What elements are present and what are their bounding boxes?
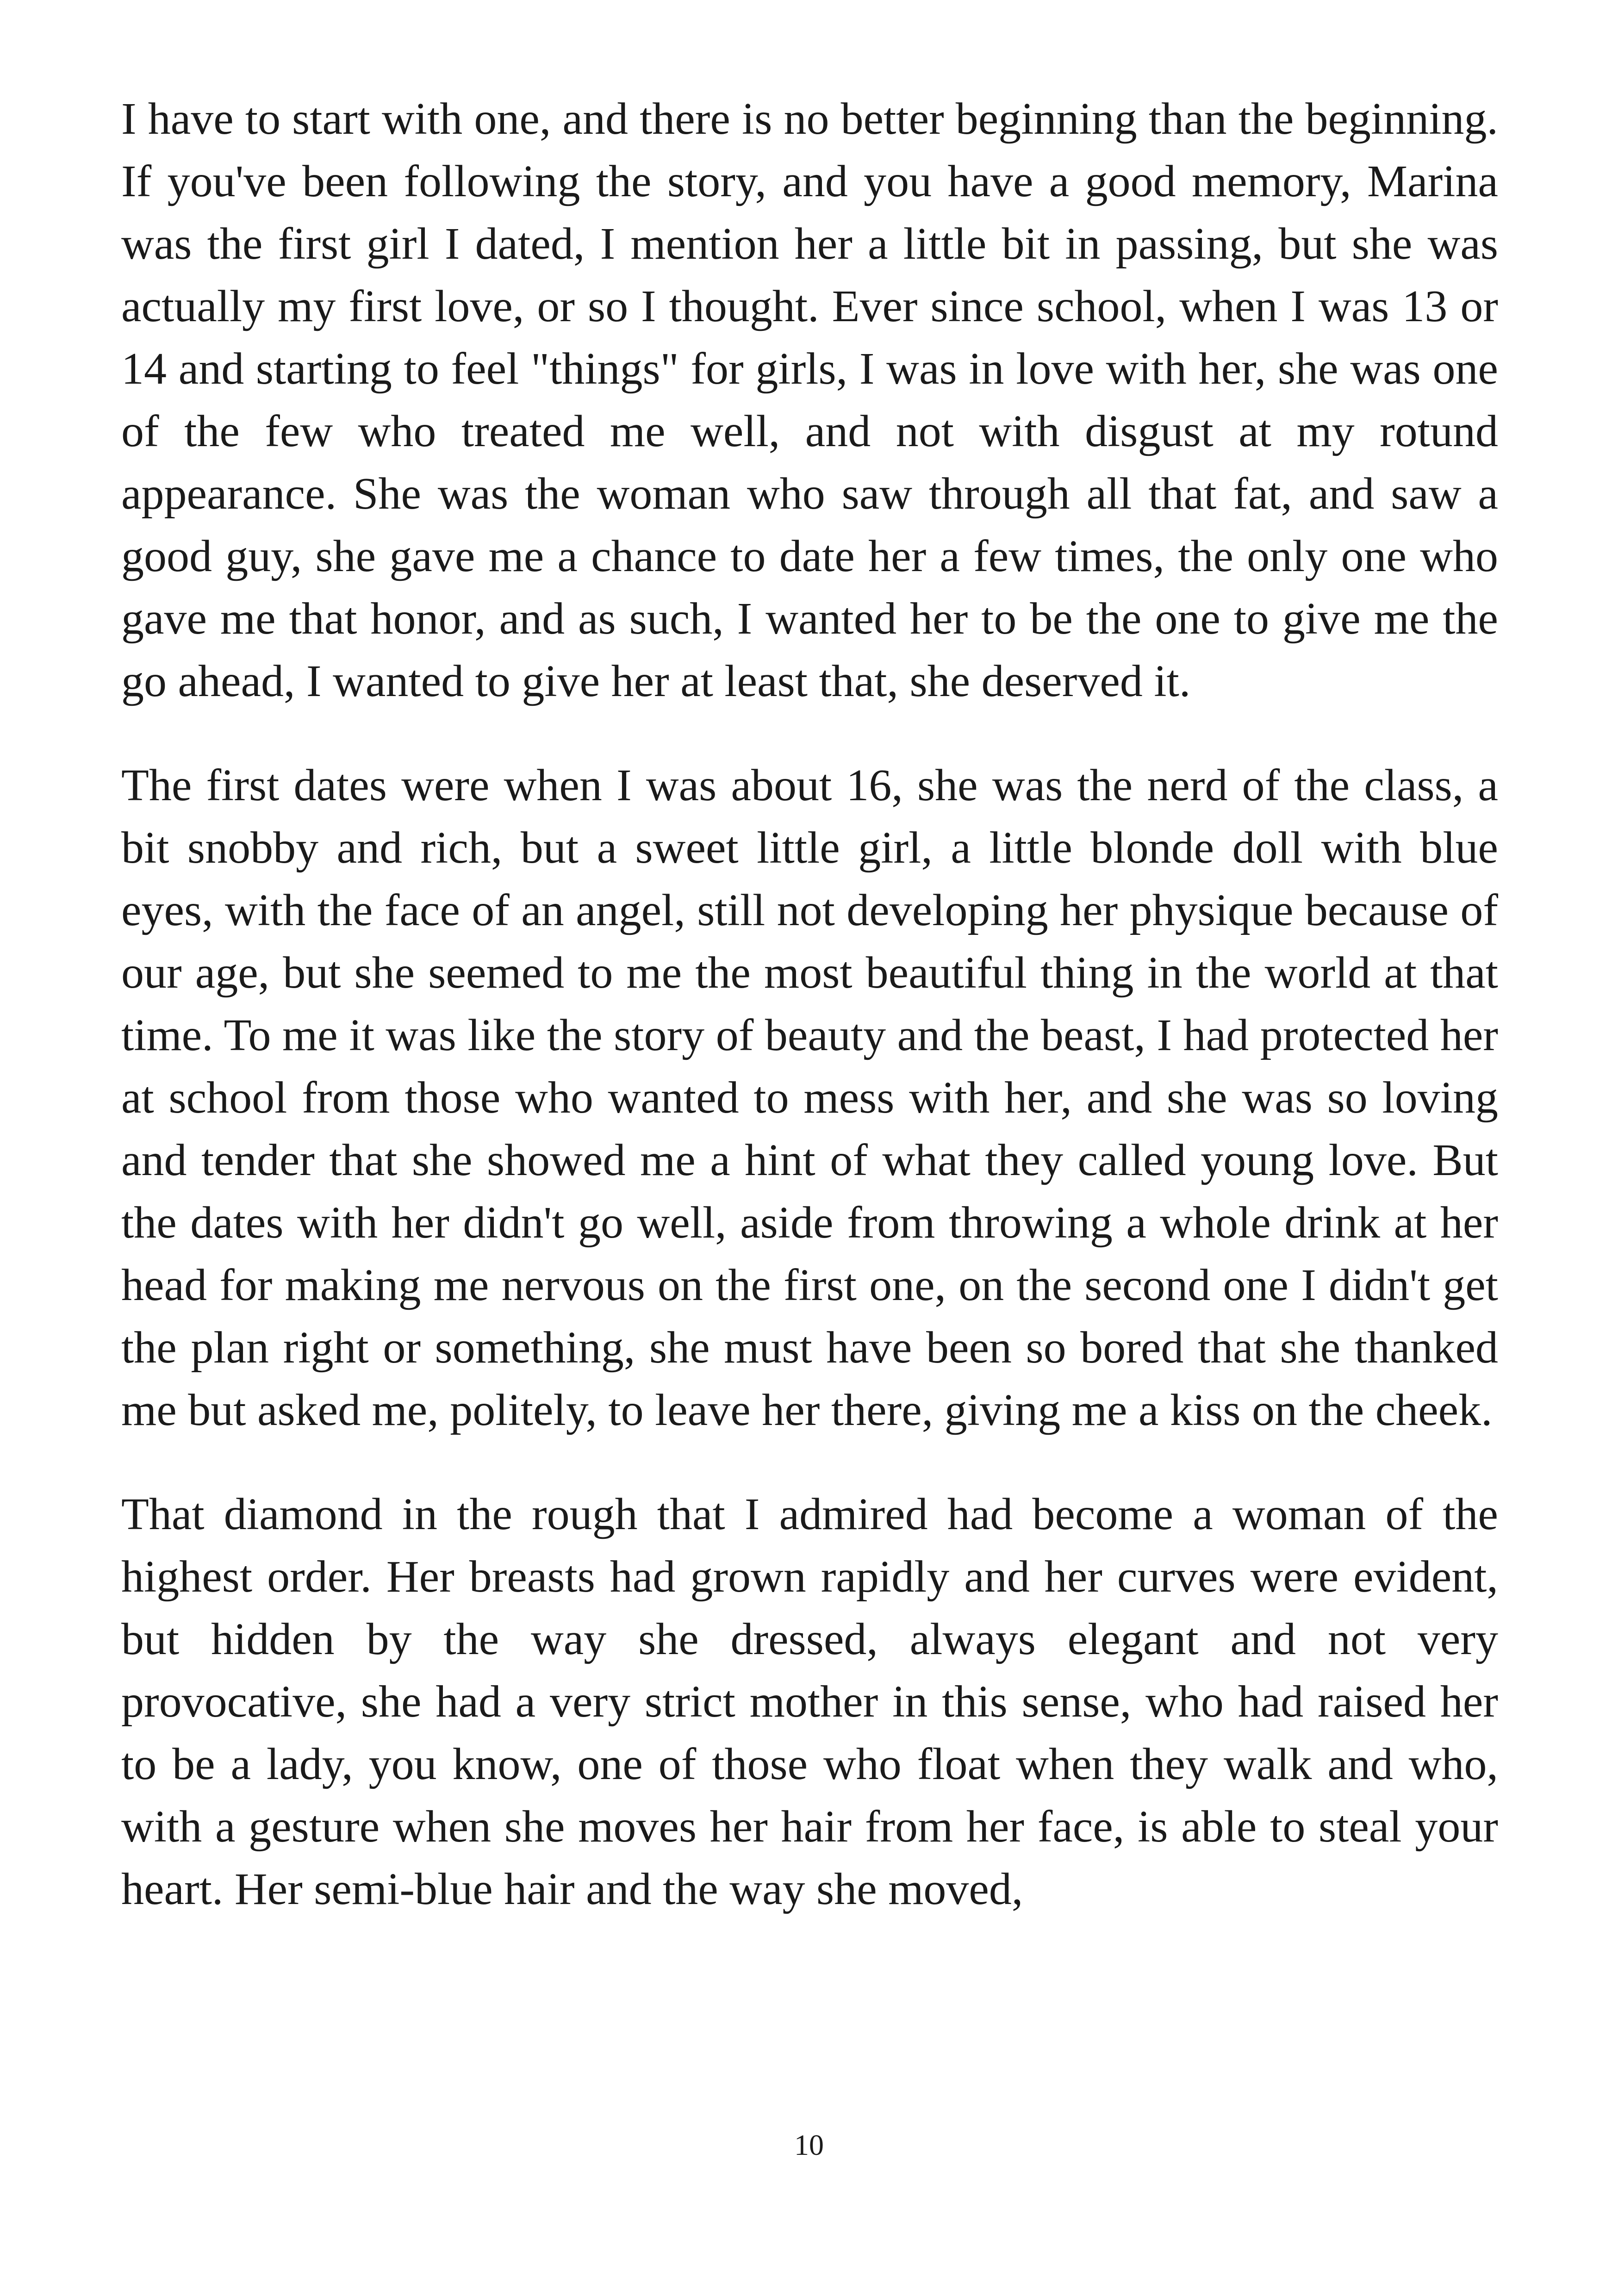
page-number: 10 — [794, 2128, 824, 2161]
paragraph-2: The first dates were when I was about 16, she was the nerd of the class, a bit snobby and rich, but a sweet little girl, a little blonde doll with blue eyes, with the face of an angel, still not developing her physique because of our age, but she seemed to me the most beautiful thing in the world at that time. To me it was like the story of beauty and the beast, I had protected her at school from those who wanted to mess with her, and she was so loving and tender that she showed me a hint of what they called young love. But the dates with her didn't go well, aside from throwing a whole drink at her head for making me nervous on the first one, on the second one I didn't get the plan right or something, she must have been so bored that she thanked me but asked me, politely, to leave her there, giving me a kiss on the cheek. — [121, 760, 1498, 1435]
paragraph-3: That diamond in the rough that I admired had become a woman of the highest order. Her breasts had grown rapidly and her curves were evident, but hidden by the way she dressed, always elegant and not very provocative, she had a very strict mother in this sense, who had raised her to be a lady, you know, one of those who float when they walk and who, with a gesture when she moves her hair from her face, is able to steal your heart. Her semi-blue hair and the way she moved, — [121, 1489, 1498, 1914]
body-text — [121, 88, 1498, 1921]
paragraph-1: I have to start with one, and there is no better beginning than the beginning. If you've been following the story, and you have a good memory, Marina was the first girl I dated, I mention her a little bit in passing, but she was actually my first love, or so I thought. Ever since school, when I was 13 or 14 and starting to feel "things" for girls, I was in love with her, she was one of the few who treated me well, and not with disgust at my rotund appearance. She was the woman who saw through all that fat, and saw a good guy, she gave me a chance to date her a few times, the only one who gave me that honor, and as such, I wanted her to be the one to give me the go ahead, I wanted to give her at least that, she deserved it. — [121, 94, 1498, 706]
